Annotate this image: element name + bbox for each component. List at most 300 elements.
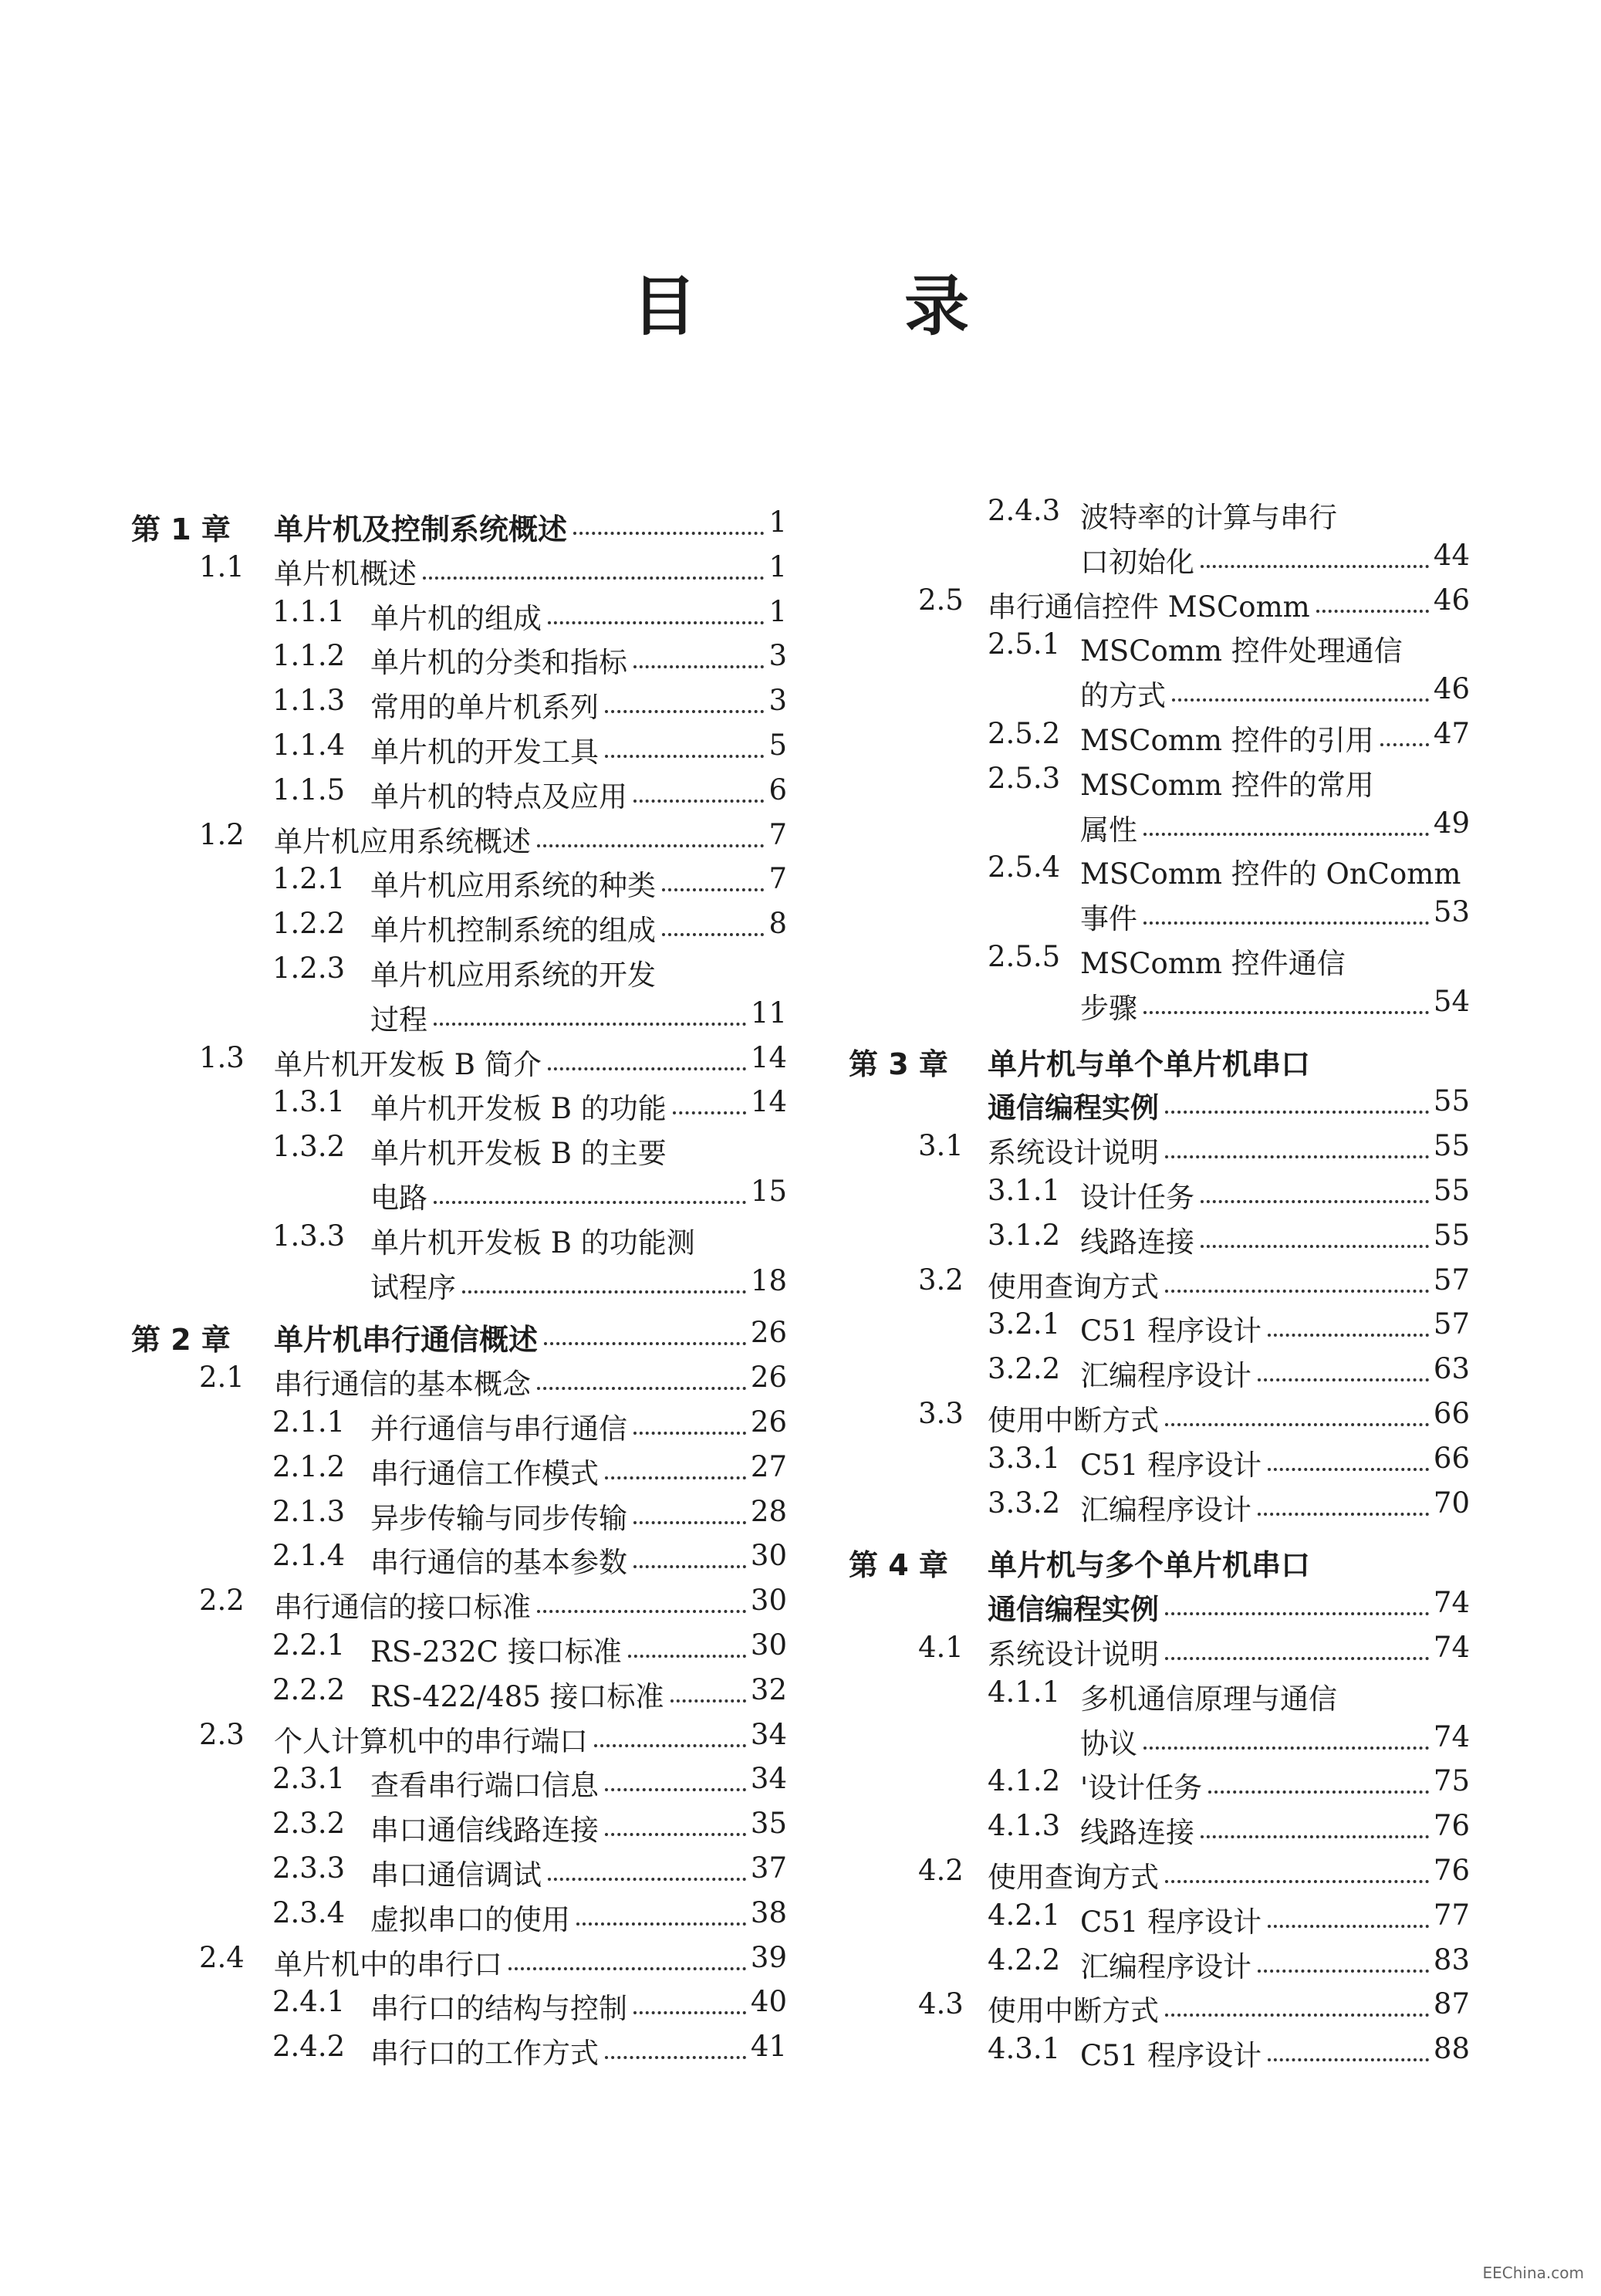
toc-number: 4.1.2 xyxy=(988,1764,1061,1798)
toc-section-entry[interactable] xyxy=(131,1718,787,1763)
toc-page-number: 3 xyxy=(768,639,787,673)
toc-title: 串行口的工作方式 xyxy=(370,2037,599,2071)
toc-title-continuation: 事件 xyxy=(1080,902,1137,936)
toc-number: 2.1.2 xyxy=(272,1449,346,1483)
toc-leader-dots xyxy=(1268,1468,1429,1471)
toc-number: 2.3.1 xyxy=(272,1762,346,1796)
toc-title: MSComm 控件通信 xyxy=(1080,947,1346,980)
toc-title: MSComm 控件的引用 xyxy=(1080,724,1374,757)
toc-leader-dots xyxy=(1208,1790,1429,1794)
toc-subsection-entry[interactable] xyxy=(849,1899,1470,1943)
toc-title: 串行通信控件 MSComm xyxy=(988,590,1310,624)
toc-title: RS-232C 接口标准 xyxy=(370,1635,622,1669)
toc-title-continuation: 通信编程实例 xyxy=(988,1091,1159,1125)
toc-entry-continuation xyxy=(849,1084,1470,1129)
toc-title: 单片机应用系统概述 xyxy=(274,824,531,858)
toc-page-number: 8 xyxy=(768,907,787,941)
toc-page-number: 74 xyxy=(1433,1586,1470,1620)
toc-leader-dots xyxy=(1165,1111,1429,1114)
toc-title: C51 程序设计 xyxy=(1080,1314,1262,1348)
toc-subsection-entry[interactable] xyxy=(131,2030,787,2075)
toc-title: 多机通信原理与通信 xyxy=(1080,1682,1337,1716)
toc-leader-dots xyxy=(1316,610,1429,613)
toc-leader-dots xyxy=(1268,1334,1429,1337)
toc-leader-dots xyxy=(633,800,764,803)
toc-page-number: 74 xyxy=(1433,1719,1470,1753)
toc-subsection-entry[interactable] xyxy=(849,2032,1470,2077)
toc-subsection-entry[interactable] xyxy=(849,1809,1470,1854)
toc-number: 3.3.1 xyxy=(988,1441,1061,1475)
toc-leader-dots xyxy=(434,1201,746,1204)
toc-subsection-entry[interactable] xyxy=(849,1219,1470,1263)
toc-number: 4.1 xyxy=(918,1631,964,1664)
toc-page-number: 39 xyxy=(750,1940,787,1974)
toc-subsection-entry[interactable] xyxy=(131,1405,787,1450)
toc-page-number: 27 xyxy=(750,1449,787,1483)
toc-subsection-entry[interactable] xyxy=(849,717,1470,762)
toc-number: 4.1.1 xyxy=(988,1675,1061,1709)
toc-title: 并行通信与串行通信 xyxy=(370,1412,627,1446)
toc-subsection-entry[interactable] xyxy=(131,1130,787,1175)
toc-entry-continuation xyxy=(131,1264,787,1309)
toc-title: 系统设计说明 xyxy=(988,1638,1159,1671)
toc-leader-dots xyxy=(544,1342,746,1345)
toc-title: 串口通信线路连接 xyxy=(370,1814,599,1848)
toc-leader-dots xyxy=(1143,1011,1429,1014)
toc-leader-dots xyxy=(548,1878,746,1881)
toc-subsection-entry[interactable] xyxy=(849,1764,1470,1809)
toc-page-number: 66 xyxy=(1433,1397,1470,1430)
toc-title: MSComm 控件的常用 xyxy=(1080,768,1374,802)
toc-leader-dots xyxy=(605,755,764,758)
toc-title: 单片机的组成 xyxy=(370,601,542,635)
toc-page-number: 70 xyxy=(1433,1486,1470,1520)
toc-page-number: 83 xyxy=(1433,1943,1470,1976)
toc-number: 3.1.1 xyxy=(988,1174,1061,1207)
toc-page-number: 7 xyxy=(768,862,787,896)
toc-number: 3.2 xyxy=(918,1263,964,1297)
toc-page-number: 30 xyxy=(750,1584,787,1618)
toc-subsection-entry[interactable] xyxy=(131,1896,787,1941)
toc-leader-dots xyxy=(462,1290,746,1293)
toc-subsection-entry[interactable] xyxy=(131,1762,787,1807)
toc-page-number: 11 xyxy=(750,996,787,1030)
toc-leader-dots xyxy=(1143,833,1429,836)
toc-page-number: 34 xyxy=(750,1762,787,1796)
toc-subsection-entry[interactable] xyxy=(131,639,787,684)
toc-title: MSComm 控件的 OnComm xyxy=(1080,857,1461,891)
toc-page-number: 76 xyxy=(1433,1854,1470,1887)
toc-section-entry[interactable] xyxy=(849,1631,1470,1676)
toc-leader-dots xyxy=(605,1788,746,1791)
toc-title: 串口通信调试 xyxy=(370,1858,542,1892)
toc-page-number: 1 xyxy=(768,594,787,628)
toc-section-entry[interactable] xyxy=(849,1854,1470,1899)
toc-title: 单片机串行通信概述 xyxy=(274,1323,539,1358)
toc-number: 2.5 xyxy=(918,583,964,617)
toc-title: '设计任务 xyxy=(1080,1771,1203,1805)
toc-number: 2.2.2 xyxy=(272,1672,346,1706)
toc-title: MSComm 控件处理通信 xyxy=(1080,634,1403,668)
toc-title-continuation: 的方式 xyxy=(1080,679,1166,713)
toc-title: 单片机及控制系统概述 xyxy=(274,512,568,546)
toc-page-number: 47 xyxy=(1433,717,1470,750)
toc-page-number: 46 xyxy=(1433,583,1470,617)
toc-page-number: 75 xyxy=(1433,1764,1470,1798)
toc-page-number: 55 xyxy=(1433,1174,1470,1207)
toc-subsection-entry[interactable] xyxy=(131,952,787,996)
toc-number: 2.5.5 xyxy=(988,940,1061,973)
toc-number: 3.1.2 xyxy=(988,1218,1061,1252)
toc-title: 串行通信的基本参数 xyxy=(370,1546,627,1580)
toc-leader-dots xyxy=(1143,921,1429,925)
toc-entry-continuation xyxy=(849,806,1470,851)
toc-number: 3.2.2 xyxy=(988,1352,1061,1386)
toc-leader-dots xyxy=(537,1387,746,1390)
toc-number: 4.2.1 xyxy=(988,1898,1061,1932)
toc-number: 3.3 xyxy=(918,1397,964,1430)
toc-page-number: 53 xyxy=(1433,895,1470,929)
toc-number: 1.3 xyxy=(199,1040,245,1074)
toc-number: 2.4.3 xyxy=(988,494,1061,527)
toc-subsection-entry[interactable] xyxy=(131,1085,787,1130)
toc-title: 单片机与多个单片机串口 xyxy=(988,1548,1311,1583)
toc-page-number: 55 xyxy=(1433,1084,1470,1118)
toc-leader-dots xyxy=(670,1699,746,1703)
toc-page-number: 46 xyxy=(1433,672,1470,706)
toc-title: 串行通信的基本概念 xyxy=(274,1368,531,1402)
toc-subsection-entry[interactable] xyxy=(849,1676,1470,1720)
toc-title: 单片机开发板 B 的主要 xyxy=(370,1137,667,1171)
toc-title: 查看串行端口信息 xyxy=(370,1769,599,1803)
toc-title-continuation: 属性 xyxy=(1080,813,1137,847)
toc-leader-dots xyxy=(1165,1657,1429,1660)
toc-page-number: 55 xyxy=(1433,1218,1470,1252)
toc-title: 使用中断方式 xyxy=(988,1404,1159,1437)
toc-subsection-entry[interactable] xyxy=(131,595,787,640)
toc-number: 2.2 xyxy=(199,1584,245,1618)
toc-title: 异步传输与同步传输 xyxy=(370,1501,627,1535)
toc-title: 个人计算机中的串行端口 xyxy=(274,1724,588,1758)
page-title: 目 录 xyxy=(631,269,1062,344)
toc-page-number: 41 xyxy=(750,2030,787,2064)
toc-title-continuation: 口初始化 xyxy=(1080,545,1194,579)
toc-page-number: 44 xyxy=(1433,538,1470,572)
toc-leader-dots xyxy=(548,621,764,624)
toc-title: 单片机开发板 B 简介 xyxy=(274,1047,542,1081)
toc-section-entry[interactable] xyxy=(849,1129,1470,1174)
toc-page-number: 76 xyxy=(1433,1809,1470,1843)
toc-subsection-entry[interactable] xyxy=(849,1943,1470,1988)
toc-chapter-entry[interactable] xyxy=(131,506,787,550)
toc-number: 4.2 xyxy=(918,1854,964,1887)
toc-title: 虚拟串口的使用 xyxy=(370,1902,570,1936)
toc-subsection-entry[interactable] xyxy=(849,494,1470,539)
toc-leader-dots xyxy=(633,2011,746,2014)
toc-subsection-entry[interactable] xyxy=(131,1851,787,1896)
toc-title: 单片机应用系统的种类 xyxy=(370,869,656,903)
toc-subsection-entry[interactable] xyxy=(131,1219,787,1264)
toc-subsection-entry[interactable] xyxy=(849,627,1470,672)
toc-leader-dots xyxy=(1172,698,1429,702)
toc-title-continuation: 通信编程实例 xyxy=(988,1593,1159,1627)
toc-leader-dots xyxy=(1165,1880,1429,1883)
toc-leader-dots xyxy=(1258,1513,1429,1516)
toc-number: 1.2.1 xyxy=(272,862,346,896)
toc-number: 第 2 章 xyxy=(131,1323,231,1358)
toc-subsection-entry[interactable] xyxy=(131,907,787,952)
toc-title: 使用查询方式 xyxy=(988,1270,1159,1304)
toc-number: 4.3 xyxy=(918,1987,964,2021)
toc-leader-dots xyxy=(1165,1423,1429,1426)
toc-leader-dots xyxy=(1258,1970,1429,1973)
toc-leader-dots xyxy=(1258,1378,1429,1381)
toc-title: 汇编程序设计 xyxy=(1080,1359,1251,1393)
toc-leader-dots xyxy=(662,888,764,891)
toc-leader-dots xyxy=(605,2056,746,2059)
toc-page-number: 6 xyxy=(768,773,787,806)
toc-number: 1.2.3 xyxy=(272,952,346,985)
toc-leader-dots xyxy=(548,1067,746,1070)
toc-leader-dots xyxy=(605,1476,746,1479)
toc-title-continuation: 协议 xyxy=(1080,1726,1137,1760)
toc-number: 1.1 xyxy=(199,549,245,583)
toc-subsection-entry[interactable] xyxy=(849,850,1470,895)
toc-subsection-entry[interactable] xyxy=(849,1352,1470,1397)
toc-leader-dots xyxy=(1165,1612,1429,1615)
toc-entry-continuation xyxy=(131,996,787,1041)
toc-number: 2.5.2 xyxy=(988,717,1061,750)
toc-page-number: 88 xyxy=(1433,2032,1470,2066)
toc-page-number: 30 xyxy=(750,1628,787,1662)
toc-title: 单片机控制系统的组成 xyxy=(370,914,656,948)
toc-leader-dots xyxy=(662,933,764,936)
toc-title: 波特率的计算与串行 xyxy=(1080,501,1337,534)
toc-page-number: 26 xyxy=(750,1361,787,1395)
toc-number: 1.3.2 xyxy=(272,1130,346,1164)
toc-number: 2.4.1 xyxy=(272,1985,346,2019)
toc-page-number: 28 xyxy=(750,1494,787,1528)
toc-title: 单片机与单个单片机串口 xyxy=(988,1047,1311,1081)
toc-entry-continuation xyxy=(849,895,1470,940)
toc-number: 2.3.3 xyxy=(272,1851,346,1885)
toc-page-number: 32 xyxy=(750,1672,787,1706)
toc-leader-dots xyxy=(1268,1925,1429,1928)
toc-title: 单片机的分类和指标 xyxy=(370,646,627,680)
toc-page-number: 34 xyxy=(750,1717,787,1751)
toc-leader-dots xyxy=(537,1610,746,1613)
toc-page-number: 40 xyxy=(750,1985,787,2019)
toc-subsection-entry[interactable] xyxy=(131,1450,787,1495)
toc-section-entry[interactable] xyxy=(131,550,787,595)
toc-entry-continuation xyxy=(849,1586,1470,1631)
toc-number: 第 3 章 xyxy=(849,1047,948,1081)
toc-number: 1.1.2 xyxy=(272,639,346,673)
toc-chapter-entry[interactable] xyxy=(131,1316,787,1361)
toc-leader-dots xyxy=(1268,2058,1429,2061)
toc-title: 系统设计说明 xyxy=(988,1136,1159,1170)
toc-title: 汇编程序设计 xyxy=(1080,1493,1251,1527)
toc-page-number: 1 xyxy=(768,506,787,539)
toc-section-entry[interactable] xyxy=(131,1361,787,1405)
toc-subsection-entry[interactable] xyxy=(849,1442,1470,1486)
toc-title: 串行通信工作模式 xyxy=(370,1456,599,1490)
toc-subsection-entry[interactable] xyxy=(131,729,787,773)
toc-section-entry[interactable] xyxy=(849,1263,1470,1308)
toc-number: 2.5.4 xyxy=(988,850,1061,884)
toc-number: 2.2.1 xyxy=(272,1628,346,1662)
toc-subsection-entry[interactable] xyxy=(849,1174,1470,1219)
toc-leader-dots xyxy=(1143,1747,1429,1750)
toc-title: 使用查询方式 xyxy=(988,1861,1159,1894)
toc-subsection-entry[interactable] xyxy=(131,1539,787,1584)
toc-title: 单片机开发板 B 的功能 xyxy=(370,1092,667,1126)
toc-page-number: 66 xyxy=(1433,1441,1470,1475)
toc-number: 2.1.4 xyxy=(272,1539,346,1573)
toc-subsection-entry[interactable] xyxy=(131,1985,787,2030)
toc-leader-dots xyxy=(628,1655,746,1658)
toc-page-number: 14 xyxy=(750,1085,787,1119)
toc-title: 串行通信的接口标准 xyxy=(274,1591,531,1625)
toc-leader-dots xyxy=(573,532,764,535)
toc-subsection-entry[interactable] xyxy=(131,773,787,818)
toc-page-number: 26 xyxy=(750,1316,787,1350)
toc-page-number: 38 xyxy=(750,1895,787,1929)
toc-subsection-entry[interactable] xyxy=(849,940,1470,985)
toc-page-number: 26 xyxy=(750,1405,787,1439)
toc-number: 1.3.1 xyxy=(272,1085,346,1119)
toc-leader-dots xyxy=(537,844,764,847)
toc-leader-dots xyxy=(1201,1835,1429,1838)
toc-title: 单片机的开发工具 xyxy=(370,735,599,769)
toc-page-number: 55 xyxy=(1433,1129,1470,1163)
toc-entry-continuation xyxy=(849,985,1470,1030)
toc-number: 2.3.4 xyxy=(272,1895,346,1929)
toc-leader-dots xyxy=(633,665,764,668)
toc-leader-dots xyxy=(633,1565,746,1568)
toc-leader-dots xyxy=(633,1521,746,1524)
toc-title: C51 程序设计 xyxy=(1080,1905,1262,1939)
toc-leader-dots xyxy=(1165,1290,1429,1293)
toc-leader-dots xyxy=(434,1023,746,1026)
toc-subsection-entry[interactable] xyxy=(131,1673,787,1718)
toc-subsection-entry[interactable] xyxy=(849,762,1470,806)
toc-number: 2.3 xyxy=(199,1717,245,1751)
toc-page-number: 35 xyxy=(750,1807,787,1841)
toc-leader-dots xyxy=(633,1432,746,1435)
toc-title: 线路连接 xyxy=(1080,1225,1194,1259)
toc-subsection-entry[interactable] xyxy=(849,1307,1470,1352)
toc-page-number: 74 xyxy=(1433,1631,1470,1664)
toc-page-number: 54 xyxy=(1433,984,1470,1018)
toc-leader-dots xyxy=(1201,1245,1429,1248)
toc-subsection-entry[interactable] xyxy=(131,684,787,729)
toc-number: 2.5.1 xyxy=(988,627,1061,661)
toc-section-entry[interactable] xyxy=(849,583,1470,628)
toc-section-entry[interactable] xyxy=(131,818,787,863)
toc-number: 2.1.3 xyxy=(272,1494,346,1528)
toc-leader-dots xyxy=(1380,743,1429,746)
toc-title: 单片机的特点及应用 xyxy=(370,779,627,813)
toc-title: 汇编程序设计 xyxy=(1080,1949,1251,1983)
toc-number: 3.1 xyxy=(918,1129,964,1163)
toc-page-number: 30 xyxy=(750,1539,787,1573)
toc-leader-dots xyxy=(673,1111,746,1114)
toc-number: 4.1.3 xyxy=(988,1809,1061,1843)
toc-title-continuation: 电路 xyxy=(370,1182,427,1215)
toc-subsection-entry[interactable] xyxy=(131,862,787,907)
toc-number: 第 1 章 xyxy=(131,512,231,546)
toc-number: 2.1 xyxy=(199,1361,245,1395)
toc-page-number: 63 xyxy=(1433,1352,1470,1386)
toc-title-continuation: 试程序 xyxy=(370,1270,456,1304)
toc-subsection-entry[interactable] xyxy=(849,1486,1470,1531)
toc-number: 1.1.1 xyxy=(272,594,346,628)
toc-leader-dots xyxy=(576,1922,746,1926)
toc-number: 第 4 章 xyxy=(849,1548,948,1583)
toc-number: 1.3.3 xyxy=(272,1219,346,1253)
toc-number: 2.1.1 xyxy=(272,1405,346,1439)
toc-number: 1.1.3 xyxy=(272,684,346,718)
toc-section-entry[interactable] xyxy=(849,1397,1470,1442)
toc-leader-dots xyxy=(1201,565,1429,568)
toc-entry-continuation xyxy=(849,539,1470,583)
toc-title: 串行口的结构与控制 xyxy=(370,1992,627,2026)
toc-subsection-entry[interactable] xyxy=(131,1628,787,1673)
toc-title: 常用的单片机系列 xyxy=(370,691,599,725)
toc-title: RS-422/485 接口标准 xyxy=(370,1679,664,1713)
toc-title: 单片机中的串行口 xyxy=(274,1947,502,1981)
toc-title: 设计任务 xyxy=(1080,1181,1194,1214)
toc-chapter-entry[interactable] xyxy=(849,1541,1470,1586)
toc-page-number: 3 xyxy=(768,684,787,718)
toc-entry-continuation xyxy=(849,672,1470,717)
watermark-text: EEChina.com xyxy=(1482,2264,1584,2282)
toc-leader-dots xyxy=(423,577,764,580)
toc-section-entry[interactable] xyxy=(131,1584,787,1628)
toc-leader-dots xyxy=(594,1744,746,1747)
toc-subsection-entry[interactable] xyxy=(131,1807,787,1851)
toc-subsection-entry[interactable] xyxy=(131,1495,787,1540)
toc-title: 单片机应用系统的开发 xyxy=(370,959,656,992)
toc-title-continuation: 过程 xyxy=(370,1003,427,1036)
toc-number: 3.3.2 xyxy=(988,1486,1061,1520)
toc-chapter-entry[interactable] xyxy=(849,1040,1470,1085)
toc-page-number: 14 xyxy=(750,1040,787,1074)
toc-page-number: 1 xyxy=(768,549,787,583)
toc-number: 1.2 xyxy=(199,817,245,851)
toc-leader-dots xyxy=(605,710,764,713)
toc-page-number: 87 xyxy=(1433,1987,1470,2021)
toc-entry-continuation xyxy=(131,1175,787,1219)
toc-title: C51 程序设计 xyxy=(1080,1448,1262,1482)
toc-page-number: 77 xyxy=(1433,1898,1470,1932)
toc-number: 2.3.2 xyxy=(272,1807,346,1841)
toc-section-entry[interactable] xyxy=(131,1941,787,1986)
toc-section-entry[interactable] xyxy=(131,1041,787,1086)
toc-leader-dots xyxy=(1201,1200,1429,1203)
toc-number: 2.4 xyxy=(199,1940,245,1974)
toc-leader-dots xyxy=(1165,2014,1429,2017)
toc-section-entry[interactable] xyxy=(849,1987,1470,2032)
toc-number: 4.2.2 xyxy=(988,1943,1061,1976)
toc-page-number: 5 xyxy=(768,729,787,762)
toc-number: 4.3.1 xyxy=(988,2032,1061,2066)
toc-entry-continuation xyxy=(849,1720,1470,1765)
toc-title: 使用中断方式 xyxy=(988,1994,1159,2028)
toc-number: 1.2.2 xyxy=(272,907,346,941)
toc-number: 1.1.4 xyxy=(272,729,346,762)
